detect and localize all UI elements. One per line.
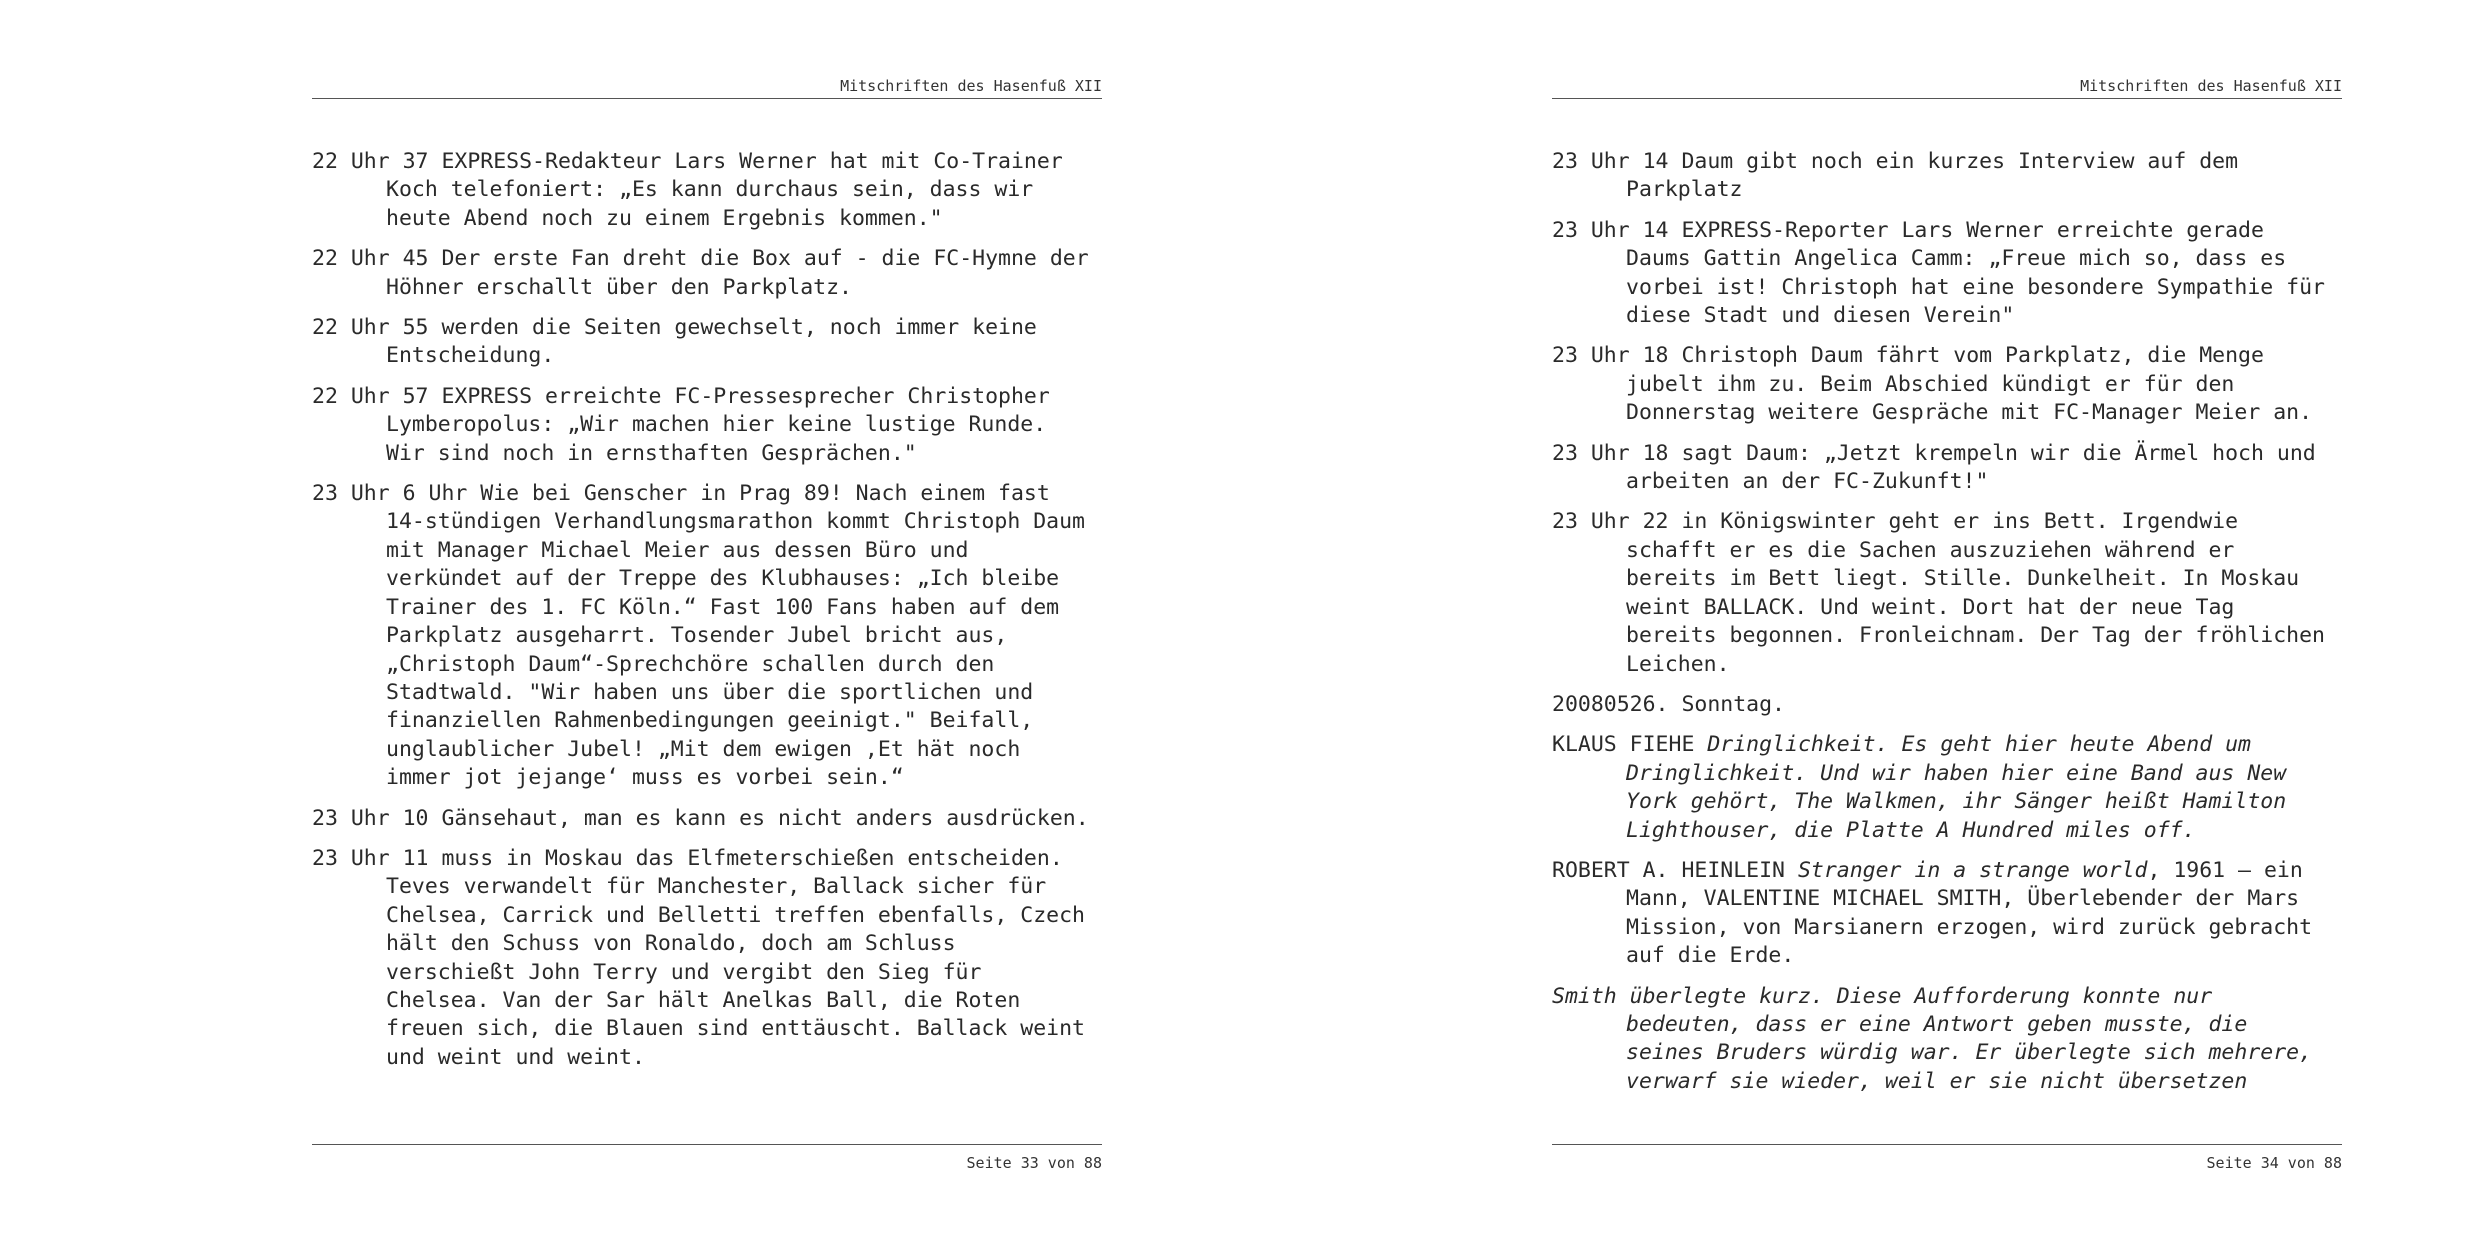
entry-line: 22 Uhr 37 EXPRESS-Redakteur Lars Werner hat mit Co-Trainer bbox=[312, 149, 1063, 174]
quote-text: Dringlichkeit. Es geht hier heute Abend um bbox=[1707, 732, 2251, 758]
log-entry bbox=[1552, 148, 2352, 205]
log-entry bbox=[1552, 440, 2352, 497]
entry-line: schafft er es die Sachen auszuziehen während er bbox=[1626, 537, 2235, 563]
entry-line: Parkplatz ausgeharrt. Tosender Jubel bricht aus, bbox=[386, 623, 1008, 649]
entry-line: Entscheidung. bbox=[386, 343, 555, 369]
log-entry bbox=[312, 148, 1112, 233]
smith-quote bbox=[1552, 983, 2352, 1097]
entry-line: finanziellen Rahmenbedingungen geeinigt." Beifall, bbox=[386, 708, 1034, 734]
entry-line: 23 Uhr 18 Christoph Daum fährt vom Parkplatz, die Menge bbox=[1552, 343, 2264, 369]
page-content bbox=[1552, 148, 2352, 1108]
fiehe-quote bbox=[1552, 731, 2352, 845]
quote-text: York gehört, The Walkmen, ihr Sänger heißt Hamilton bbox=[1626, 789, 2287, 815]
page-content bbox=[312, 148, 1112, 1084]
entry-line: heute Abend noch zu einem Ergebnis kommen." bbox=[386, 205, 943, 231]
entry-line: immer jot jejange‘ muss es vorbei sein.“ bbox=[386, 765, 904, 791]
right-page bbox=[1240, 0, 2480, 1240]
entry-line: Lymberopolus: „Wir machen hier keine lustige Runde. bbox=[386, 412, 1047, 438]
quote-text: Lighthouser, die Platte A Hundred miles off. bbox=[1626, 817, 2196, 843]
entry-line: hält den Schuss von Ronaldo, doch am Schluss bbox=[386, 931, 956, 957]
entry-line: 22 Uhr 45 Der erste Fan dreht die Box auf - die FC-Hymne der bbox=[312, 246, 1089, 272]
log-entry bbox=[312, 805, 1112, 833]
entry-line: Wir sind noch in ernsthaften Gesprächen." bbox=[386, 440, 917, 466]
quote-text: Dringlichkeit. Und wir haben hier eine Band aus New bbox=[1626, 760, 2287, 786]
entry-text: , 1961 – ein bbox=[2147, 857, 2303, 883]
entry-line: 22 Uhr 55 werden die Seiten gewechselt, noch immer keine bbox=[312, 315, 1037, 341]
entry-line: Chelsea. Van der Sar hält Anelkas Ball, die Roten bbox=[386, 987, 1021, 1013]
entry-line: freuen sich, die Blauen sind enttäuscht. Ballack weint bbox=[386, 1016, 1085, 1042]
entry-line: 20080526. Sonntag. bbox=[1552, 691, 1785, 717]
entry-line: Daums Gattin Angelica Camm: „Freue mich so, dass es bbox=[1626, 246, 2287, 272]
entry-text: auf die Erde. bbox=[1626, 943, 1795, 969]
entry-line: arbeiten an der FC-Zukunft!" bbox=[1626, 469, 1989, 495]
page-header: Mitschriften des Hasenfuß XII bbox=[1552, 74, 2342, 99]
quote-text: seines Bruders würdig war. Er überlegte sich mehrere, bbox=[1626, 1040, 2313, 1066]
entry-line: 23 Uhr 6 Uhr Wie bei Genscher in Prag 89! Nach einem fast bbox=[312, 481, 1050, 507]
entry-line: Trainer des 1. FC Köln.“ Fast 100 Fans haben auf dem bbox=[386, 594, 1060, 620]
entry-line: 22 Uhr 57 EXPRESS erreichte FC-Pressesprecher Christopher bbox=[312, 383, 1050, 409]
entry-line: Chelsea, Carrick und Belletti treffen ebenfalls, Czech bbox=[386, 902, 1085, 928]
log-entry bbox=[312, 383, 1112, 468]
entry-line: verschießt John Terry und vergibt den Sieg für bbox=[386, 959, 982, 985]
entry-line: Parkplatz bbox=[1626, 177, 1743, 203]
entry-line: Koch telefoniert: „Es kann durchaus sein, dass wir bbox=[386, 177, 1034, 203]
entry-line: 23 Uhr 22 in Königswinter geht er ins Bett. Irgendwie bbox=[1552, 509, 2239, 535]
log-entry bbox=[1552, 342, 2352, 427]
log-entry bbox=[1552, 691, 2352, 719]
quote-text: bedeuten, dass er eine Antwort geben musste, die bbox=[1626, 1011, 2248, 1037]
entry-text: Mann, VALENTINE MICHAEL SMITH, Überlebender der Mars bbox=[1626, 886, 2300, 912]
entry-line: Teves verwandelt für Manchester, Ballack sicher für bbox=[386, 874, 1047, 900]
page-header: Mitschriften des Hasenfuß XII bbox=[312, 74, 1102, 99]
entry-line: 14-stündigen Verhandlungsmarathon kommt Christoph Daum bbox=[386, 509, 1085, 535]
log-entry bbox=[312, 314, 1112, 371]
page-footer: Seite 34 von 88 bbox=[1552, 1144, 2342, 1181]
log-entry bbox=[312, 480, 1112, 792]
entry-line: 23 Uhr 14 Daum gibt noch ein kurzes Interview auf dem bbox=[1552, 149, 2239, 174]
book-title: Stranger in a strange world bbox=[1797, 857, 2148, 883]
entry-text: Mission, von Marsianern erzogen, wird zurück gebracht bbox=[1626, 914, 2313, 940]
entry-line: verkündet auf der Treppe des Klubhauses: „Ich bleibe bbox=[386, 566, 1060, 592]
speaker-name: KLAUS FIEHE bbox=[1552, 732, 1708, 758]
entry-line: unglaublicher Jubel! „Mit dem ewigen ‚Et hät noch bbox=[386, 736, 1021, 762]
entry-line: 23 Uhr 10 Gänsehaut, man es kann es nicht anders ausdrücken. bbox=[312, 805, 1089, 831]
entry-line: Leichen. bbox=[1626, 651, 1730, 677]
log-entry bbox=[312, 845, 1112, 1072]
entry-line: mit Manager Michael Meier aus dessen Büro und bbox=[386, 537, 969, 563]
entry-line: jubelt ihm zu. Beim Abschied kündigt er für den bbox=[1626, 371, 2235, 397]
entry-line: bereits im Bett liegt. Stille. Dunkelheit. In Moskau bbox=[1626, 566, 2300, 592]
entry-line: Höhner erschallt über den Parkplatz. bbox=[386, 274, 852, 300]
log-entry bbox=[312, 245, 1112, 302]
entry-line: „Christoph Daum“-Sprechchöre schallen durch den bbox=[386, 651, 995, 677]
entry-line: diese Stadt und diesen Verein" bbox=[1626, 303, 2015, 329]
entry-line: Stadtwald. "Wir haben uns über die sportlichen und bbox=[386, 679, 1034, 705]
entry-line: vorbei ist! Christoph hat eine besondere Sympathie für bbox=[1626, 274, 2325, 300]
entry-line: weint BALLACK. Und weint. Dort hat der neue Tag bbox=[1626, 594, 2235, 620]
quote-text: Smith überlegte kurz. Diese Aufforderung konnte nur bbox=[1552, 983, 2213, 1009]
entry-line: und weint und weint. bbox=[386, 1044, 645, 1070]
author-name: ROBERT A. HEINLEIN bbox=[1552, 857, 1798, 883]
quote-text: verwarf sie wieder, weil er sie nicht übersetzen bbox=[1626, 1068, 2248, 1094]
entry-line: Donnerstag weitere Gespräche mit FC-Manager Meier an. bbox=[1626, 400, 2313, 426]
entry-line: bereits begonnen. Fronleichnam. Der Tag der fröhlichen bbox=[1626, 623, 2325, 649]
entry-line: 23 Uhr 11 muss in Moskau das Elfmeterschießen entscheiden. bbox=[312, 845, 1063, 871]
entry-line: 23 Uhr 18 sagt Daum: „Jetzt krempeln wir die Ärmel hoch und bbox=[1552, 440, 2316, 466]
log-entry bbox=[1552, 508, 2352, 678]
entry-line: 23 Uhr 14 EXPRESS-Reporter Lars Werner erreichte gerade bbox=[1552, 217, 2264, 243]
log-entry bbox=[1552, 217, 2352, 331]
page-footer: Seite 33 von 88 bbox=[312, 1144, 1102, 1181]
heinlein-entry bbox=[1552, 857, 2352, 971]
